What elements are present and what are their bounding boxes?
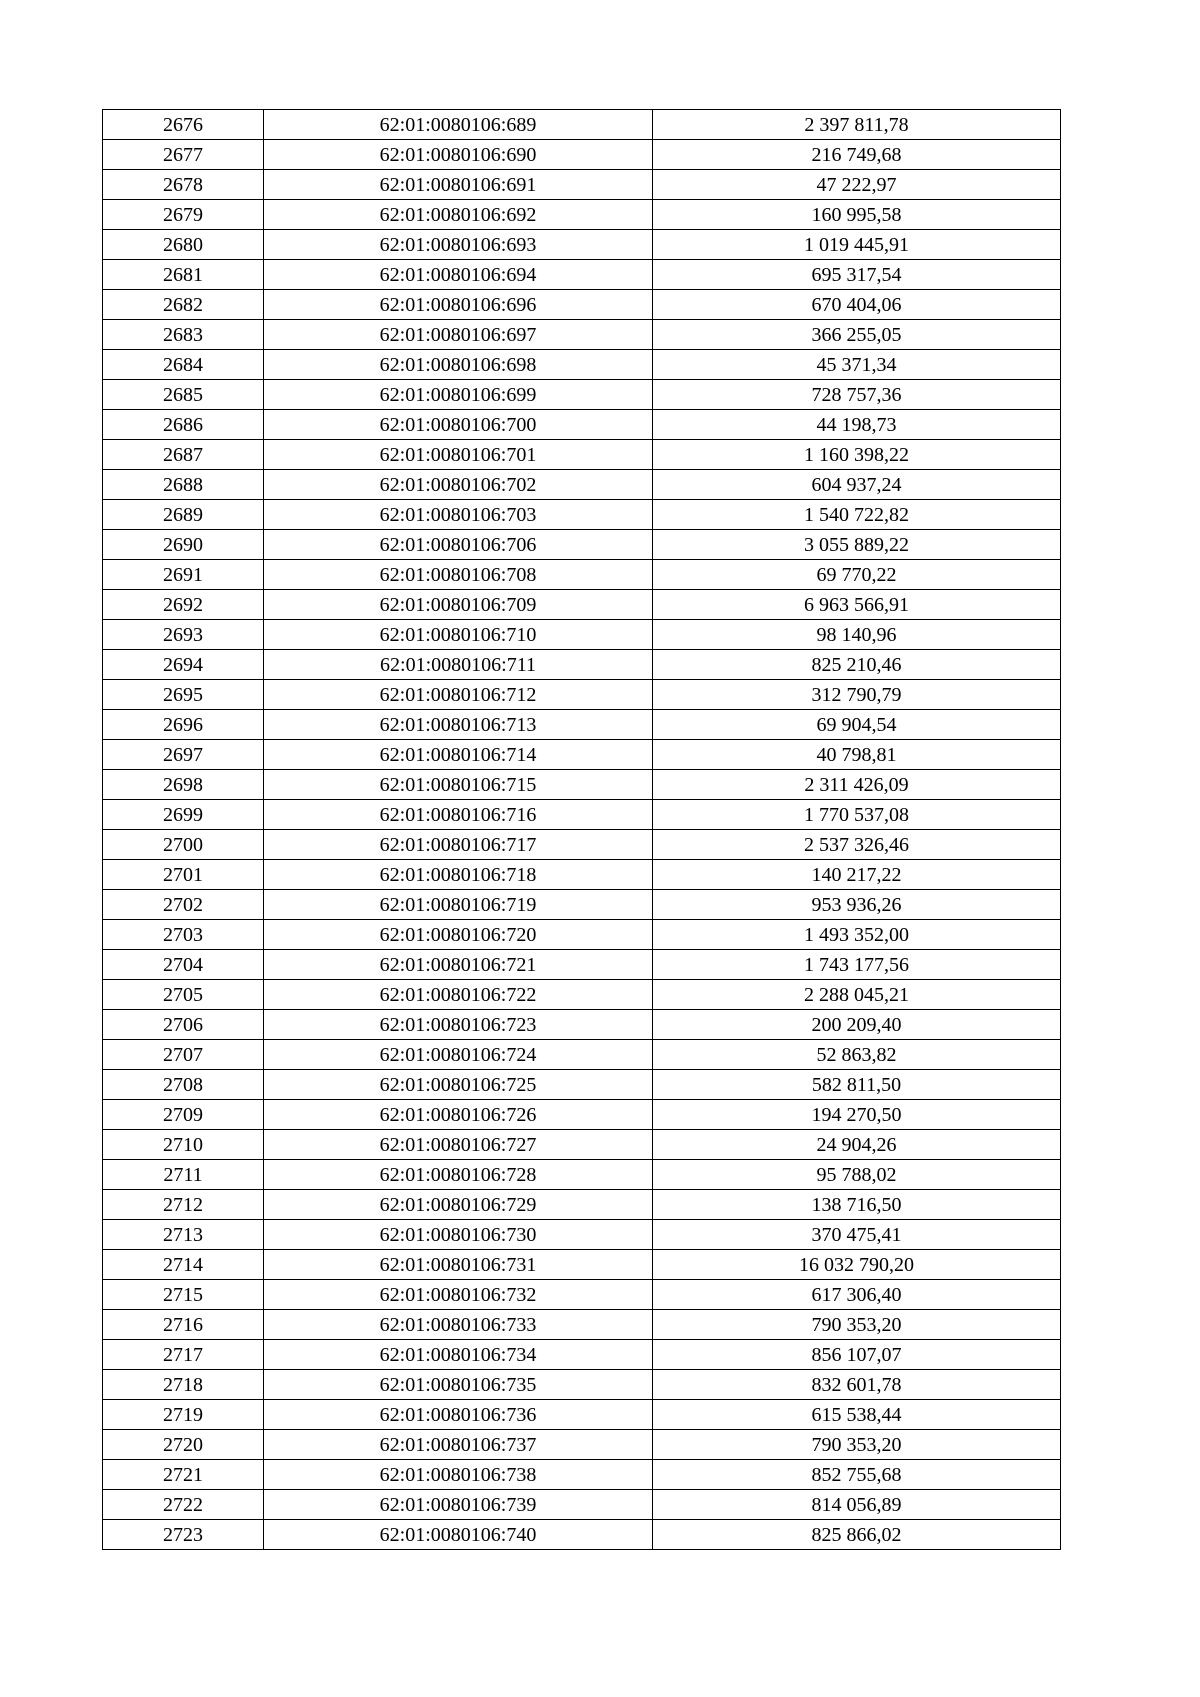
table-row	[103, 1400, 1061, 1430]
cadastral-number-cell: 62:01:0080106:723	[264, 1010, 653, 1040]
table-row	[103, 260, 1061, 290]
row-number-cell: 2680	[103, 230, 264, 260]
cadastral-value-cell: 1 160 398,22	[653, 440, 1061, 470]
cadastral-value-cell: 98 140,96	[653, 620, 1061, 650]
cadastral-number-cell: 62:01:0080106:711	[264, 650, 653, 680]
cadastral-value-cell: 370 475,41	[653, 1220, 1061, 1250]
cadastral-number-cell: 62:01:0080106:740	[264, 1520, 653, 1550]
cadastral-value-cell: 216 749,68	[653, 140, 1061, 170]
row-number-cell: 2697	[103, 740, 264, 770]
table-row	[103, 170, 1061, 200]
row-number-cell: 2689	[103, 500, 264, 530]
cadastral-value-cell: 695 317,54	[653, 260, 1061, 290]
cadastral-value-cell: 814 056,89	[653, 1490, 1061, 1520]
row-number-cell: 2685	[103, 380, 264, 410]
cadastral-value-cell: 44 198,73	[653, 410, 1061, 440]
row-number-cell: 2699	[103, 800, 264, 830]
cadastral-value-cell: 790 353,20	[653, 1430, 1061, 1460]
table-row	[103, 1490, 1061, 1520]
row-number-cell: 2687	[103, 440, 264, 470]
cadastral-number-cell: 62:01:0080106:708	[264, 560, 653, 590]
cadastral-number-cell: 62:01:0080106:716	[264, 800, 653, 830]
cadastral-value-cell: 615 538,44	[653, 1400, 1061, 1430]
table-row	[103, 890, 1061, 920]
row-number-cell: 2677	[103, 140, 264, 170]
cadastral-value-cell: 1 493 352,00	[653, 920, 1061, 950]
cadastral-number-cell: 62:01:0080106:696	[264, 290, 653, 320]
table-row	[103, 1100, 1061, 1130]
cadastral-number-cell: 62:01:0080106:736	[264, 1400, 653, 1430]
cadastral-value-cell: 140 217,22	[653, 860, 1061, 890]
row-number-cell: 2712	[103, 1190, 264, 1220]
cadastral-number-cell: 62:01:0080106:721	[264, 950, 653, 980]
cadastral-number-cell: 62:01:0080106:718	[264, 860, 653, 890]
cadastral-value-cell: 582 811,50	[653, 1070, 1061, 1100]
cadastral-number-cell: 62:01:0080106:691	[264, 170, 653, 200]
cadastral-value-cell: 69 904,54	[653, 710, 1061, 740]
cadastral-value-cell: 40 798,81	[653, 740, 1061, 770]
cadastral-number-cell: 62:01:0080106:732	[264, 1280, 653, 1310]
cadastral-value-cell: 194 270,50	[653, 1100, 1061, 1130]
cadastral-value-cell: 1 743 177,56	[653, 950, 1061, 980]
table-row	[103, 920, 1061, 950]
table-row	[103, 800, 1061, 830]
row-number-cell: 2679	[103, 200, 264, 230]
cadastral-number-cell: 62:01:0080106:700	[264, 410, 653, 440]
cadastral-value-cell: 45 371,34	[653, 350, 1061, 380]
table-row	[103, 1280, 1061, 1310]
row-number-cell: 2706	[103, 1010, 264, 1040]
row-number-cell: 2715	[103, 1280, 264, 1310]
row-number-cell: 2693	[103, 620, 264, 650]
table-row	[103, 950, 1061, 980]
table-row	[103, 650, 1061, 680]
cadastral-value-cell: 604 937,24	[653, 470, 1061, 500]
table-row	[103, 500, 1061, 530]
cadastral-number-cell: 62:01:0080106:726	[264, 1100, 653, 1130]
cadastral-value-cell: 617 306,40	[653, 1280, 1061, 1310]
row-number-cell: 2688	[103, 470, 264, 500]
cadastral-value-cell: 16 032 790,20	[653, 1250, 1061, 1280]
table-row	[103, 1520, 1061, 1550]
cadastral-number-cell: 62:01:0080106:727	[264, 1130, 653, 1160]
cadastral-value-cell: 69 770,22	[653, 560, 1061, 590]
table-row	[103, 830, 1061, 860]
row-number-cell: 2723	[103, 1520, 264, 1550]
table-row	[103, 200, 1061, 230]
table-row	[103, 230, 1061, 260]
row-number-cell: 2694	[103, 650, 264, 680]
table-row	[103, 350, 1061, 380]
row-number-cell: 2709	[103, 1100, 264, 1130]
table-row	[103, 1220, 1061, 1250]
table-row	[103, 1190, 1061, 1220]
row-number-cell: 2684	[103, 350, 264, 380]
cadastral-number-cell: 62:01:0080106:699	[264, 380, 653, 410]
row-number-cell: 2711	[103, 1160, 264, 1190]
cadastral-value-cell: 670 404,06	[653, 290, 1061, 320]
cadastral-number-cell: 62:01:0080106:720	[264, 920, 653, 950]
cadastral-value-cell: 852 755,68	[653, 1460, 1061, 1490]
table-row	[103, 770, 1061, 800]
table-row	[103, 140, 1061, 170]
cadastral-number-cell: 62:01:0080106:719	[264, 890, 653, 920]
cadastral-value-cell: 6 963 566,91	[653, 590, 1061, 620]
cadastral-value-cell: 2 537 326,46	[653, 830, 1061, 860]
cadastral-value-cell: 1 019 445,91	[653, 230, 1061, 260]
cadastral-number-cell: 62:01:0080106:722	[264, 980, 653, 1010]
row-number-cell: 2720	[103, 1430, 264, 1460]
cadastral-number-cell: 62:01:0080106:735	[264, 1370, 653, 1400]
row-number-cell: 2719	[103, 1400, 264, 1430]
cadastral-number-cell: 62:01:0080106:725	[264, 1070, 653, 1100]
cadastral-value-cell: 2 311 426,09	[653, 770, 1061, 800]
table-row	[103, 860, 1061, 890]
cadastral-value-cell: 3 055 889,22	[653, 530, 1061, 560]
cadastral-number-cell: 62:01:0080106:715	[264, 770, 653, 800]
cadastral-value-cell: 52 863,82	[653, 1040, 1061, 1070]
cadastral-value-cell: 1 540 722,82	[653, 500, 1061, 530]
row-number-cell: 2701	[103, 860, 264, 890]
table-row	[103, 320, 1061, 350]
row-number-cell: 2700	[103, 830, 264, 860]
row-number-cell: 2716	[103, 1310, 264, 1340]
table-row	[103, 1160, 1061, 1190]
table-row	[103, 1040, 1061, 1070]
cadastral-value-cell: 825 866,02	[653, 1520, 1061, 1550]
cadastral-number-cell: 62:01:0080106:694	[264, 260, 653, 290]
cadastral-number-cell: 62:01:0080106:731	[264, 1250, 653, 1280]
cadastral-value-cell: 728 757,36	[653, 380, 1061, 410]
cadastral-number-cell: 62:01:0080106:693	[264, 230, 653, 260]
table-row	[103, 1340, 1061, 1370]
table-row	[103, 560, 1061, 590]
cadastral-number-cell: 62:01:0080106:733	[264, 1310, 653, 1340]
row-number-cell: 2702	[103, 890, 264, 920]
cadastral-number-cell: 62:01:0080106:690	[264, 140, 653, 170]
table-body	[103, 110, 1061, 1550]
cadastral-value-cell: 24 904,26	[653, 1130, 1061, 1160]
cadastral-value-cell: 160 995,58	[653, 200, 1061, 230]
cadastral-value-cell: 790 353,20	[653, 1310, 1061, 1340]
table-row	[103, 1070, 1061, 1100]
cadastral-number-cell: 62:01:0080106:730	[264, 1220, 653, 1250]
table-row	[103, 590, 1061, 620]
row-number-cell: 2708	[103, 1070, 264, 1100]
row-number-cell: 2705	[103, 980, 264, 1010]
cadastral-number-cell: 62:01:0080106:692	[264, 200, 653, 230]
row-number-cell: 2690	[103, 530, 264, 560]
row-number-cell: 2691	[103, 560, 264, 590]
cadastral-number-cell: 62:01:0080106:702	[264, 470, 653, 500]
table-row	[103, 1460, 1061, 1490]
cadastral-value-cell: 832 601,78	[653, 1370, 1061, 1400]
row-number-cell: 2681	[103, 260, 264, 290]
row-number-cell: 2703	[103, 920, 264, 950]
row-number-cell: 2698	[103, 770, 264, 800]
table-row	[103, 410, 1061, 440]
table-row	[103, 740, 1061, 770]
cadastral-value-cell: 366 255,05	[653, 320, 1061, 350]
table-row	[103, 680, 1061, 710]
cadastral-number-cell: 62:01:0080106:703	[264, 500, 653, 530]
row-number-cell: 2710	[103, 1130, 264, 1160]
cadastral-number-cell: 62:01:0080106:734	[264, 1340, 653, 1370]
table-row	[103, 1310, 1061, 1340]
cadastral-number-cell: 62:01:0080106:724	[264, 1040, 653, 1070]
table-row	[103, 470, 1061, 500]
row-number-cell: 2714	[103, 1250, 264, 1280]
cadastral-value-cell: 312 790,79	[653, 680, 1061, 710]
cadastral-number-cell: 62:01:0080106:713	[264, 710, 653, 740]
table-row	[103, 1010, 1061, 1040]
table-row	[103, 980, 1061, 1010]
cadastral-value-cell: 138 716,50	[653, 1190, 1061, 1220]
table-row	[103, 710, 1061, 740]
cadastral-value-cell: 200 209,40	[653, 1010, 1061, 1040]
cadastral-number-cell: 62:01:0080106:698	[264, 350, 653, 380]
row-number-cell: 2707	[103, 1040, 264, 1070]
table-row	[103, 530, 1061, 560]
row-number-cell: 2704	[103, 950, 264, 980]
cadastral-value-cell: 856 107,07	[653, 1340, 1061, 1370]
table-row	[103, 380, 1061, 410]
row-number-cell: 2692	[103, 590, 264, 620]
cadastral-number-cell: 62:01:0080106:737	[264, 1430, 653, 1460]
row-number-cell: 2695	[103, 680, 264, 710]
cadastral-number-cell: 62:01:0080106:701	[264, 440, 653, 470]
table-row	[103, 440, 1061, 470]
cadastral-value-cell: 95 788,02	[653, 1160, 1061, 1190]
cadastral-value-table	[102, 109, 1061, 1550]
cadastral-value-cell: 953 936,26	[653, 890, 1061, 920]
cadastral-number-cell: 62:01:0080106:689	[264, 110, 653, 140]
cadastral-value-cell: 2 288 045,21	[653, 980, 1061, 1010]
cadastral-number-cell: 62:01:0080106:706	[264, 530, 653, 560]
table-row	[103, 110, 1061, 140]
cadastral-number-cell: 62:01:0080106:717	[264, 830, 653, 860]
cadastral-value-cell: 825 210,46	[653, 650, 1061, 680]
cadastral-number-cell: 62:01:0080106:712	[264, 680, 653, 710]
row-number-cell: 2721	[103, 1460, 264, 1490]
cadastral-number-cell: 62:01:0080106:710	[264, 620, 653, 650]
cadastral-value-cell: 2 397 811,78	[653, 110, 1061, 140]
cadastral-number-cell: 62:01:0080106:697	[264, 320, 653, 350]
cadastral-number-cell: 62:01:0080106:738	[264, 1460, 653, 1490]
row-number-cell: 2722	[103, 1490, 264, 1520]
table-row	[103, 1370, 1061, 1400]
cadastral-value-cell: 47 222,97	[653, 170, 1061, 200]
row-number-cell: 2676	[103, 110, 264, 140]
table-row	[103, 620, 1061, 650]
row-number-cell: 2686	[103, 410, 264, 440]
table-row	[103, 290, 1061, 320]
cadastral-value-cell: 1 770 537,08	[653, 800, 1061, 830]
cadastral-number-cell: 62:01:0080106:739	[264, 1490, 653, 1520]
cadastral-number-cell: 62:01:0080106:709	[264, 590, 653, 620]
row-number-cell: 2682	[103, 290, 264, 320]
row-number-cell: 2696	[103, 710, 264, 740]
table-row	[103, 1130, 1061, 1160]
cadastral-number-cell: 62:01:0080106:714	[264, 740, 653, 770]
table-row	[103, 1430, 1061, 1460]
row-number-cell: 2718	[103, 1370, 264, 1400]
table-row	[103, 1250, 1061, 1280]
cadastral-number-cell: 62:01:0080106:728	[264, 1160, 653, 1190]
row-number-cell: 2717	[103, 1340, 264, 1370]
cadastral-number-cell: 62:01:0080106:729	[264, 1190, 653, 1220]
row-number-cell: 2678	[103, 170, 264, 200]
row-number-cell: 2683	[103, 320, 264, 350]
row-number-cell: 2713	[103, 1220, 264, 1250]
